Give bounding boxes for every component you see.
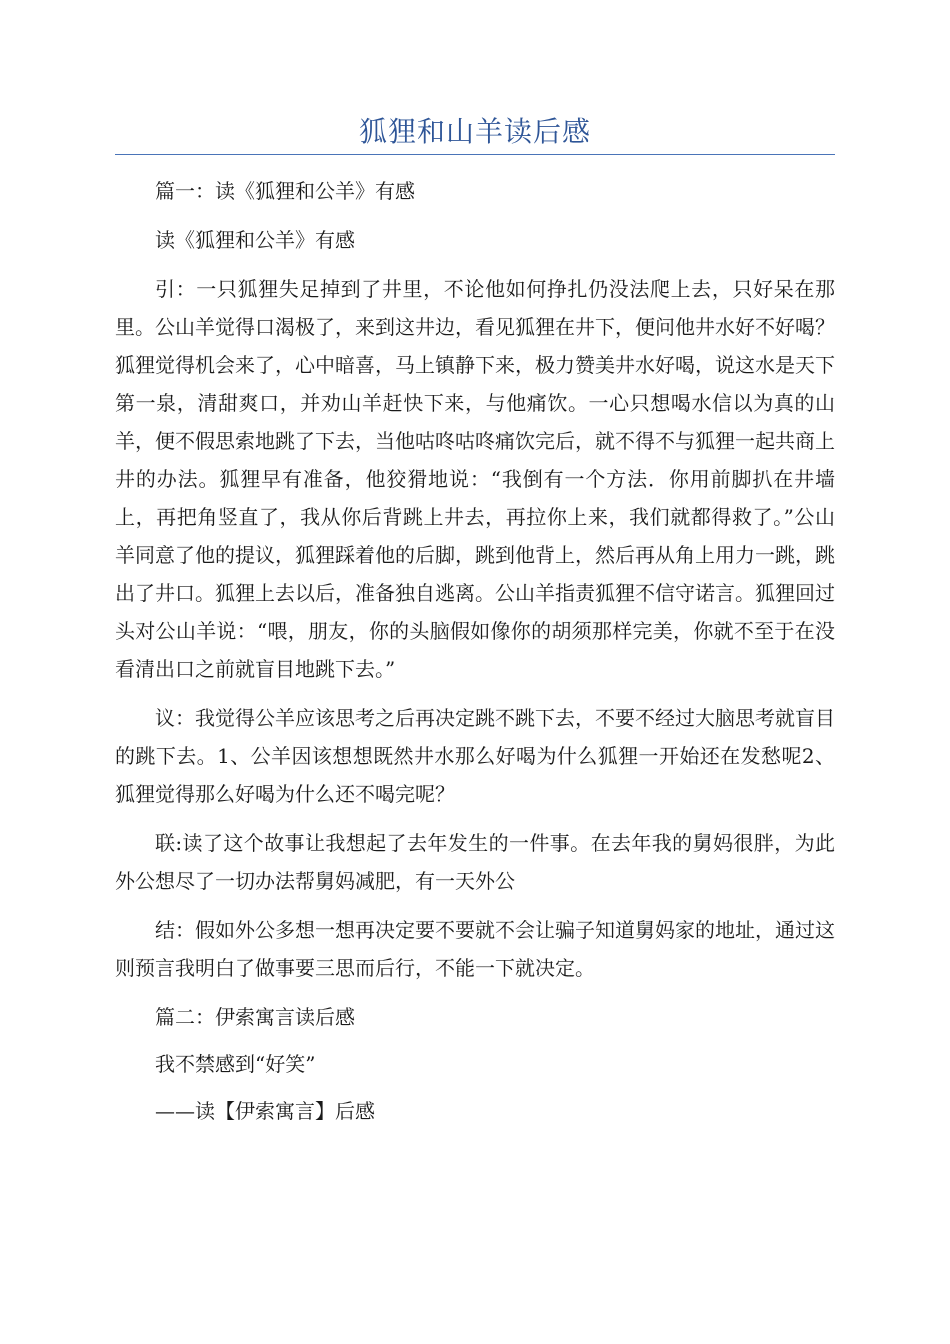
- section-heading-1: 篇一：读《狐狸和公羊》有感: [155, 179, 415, 203]
- essay-byline-2: ——读【伊索寓言】后感: [155, 1099, 375, 1123]
- document-title: 狐狸和山羊读后感: [358, 115, 591, 148]
- document-body: [115, 172, 835, 1139]
- paragraph-conclusion: 结：假如外公多想一想再决定要不要就不会让骗子知道舅妈家的地址，通过这则预言我明白了做事要三思而后行，不能一下就决定。: [115, 918, 835, 980]
- title-underline: [115, 154, 835, 155]
- paragraph-connection: 联:读了这个故事让我想起了去年发生的一件事。在去年我的舅妈很胖，为此外公想尽了一切办法帮舅妈减肥，有一天外公: [115, 831, 835, 893]
- paragraph-introduction: 引：一只狐狸失足掉到了井里，不论他如何挣扎仍没法爬上去，只好呆在那里。公山羊觉得口渴极了，来到这井边，看见狐狸在井下，便问他井水好不好喝？狐狸觉得机会来了，心中暗喜，马上镇静下来，极力赞美井水好喝，说这水是天下第一泉，清甜爽口，并劝山羊赶快下来，与他痛饮。一心只想喝水信以为真的山羊，便不假思索地跳了下去，当他咕咚咕咚痛饮完后，就不得不与狐狸一起共商上井的办法。狐狸早有准备，他狡猾地说：“我倒有一个方法．你用前脚扒在井墙上，再把角竖直了，我从你后背跳上井去，再拉你上来，我们就都得救了。”公山羊同意了他的提议，狐狸踩着他的后脚，跳到他背上，然后再从角上用力一跳，跳出了井口。狐狸上去以后，准备独自逃离。公山羊指责狐狸不信守诺言。狐狸回过头对公山羊说：“喂，朋友，你的头脑假如像你的胡须那样完美，你就不至于在没看清出口之前就盲目地跳下去。”: [115, 277, 835, 681]
- essay-subtitle-1: 读《狐狸和公羊》有感: [155, 228, 355, 252]
- essay-subtitle-2: 我不禁感到“好笑”: [155, 1052, 316, 1076]
- paragraph-discussion: 议：我觉得公羊应该思考之后再决定跳不跳下去，不要不经过大脑思考就盲目的跳下去。1、公羊因该想想既然井水那么好喝为什么狐狸一开始还在发愁呢2、狐狸觉得那么好喝为什么还不喝完呢？: [115, 706, 835, 806]
- section-heading-2: 篇二：伊索寓言读后感: [155, 1005, 355, 1029]
